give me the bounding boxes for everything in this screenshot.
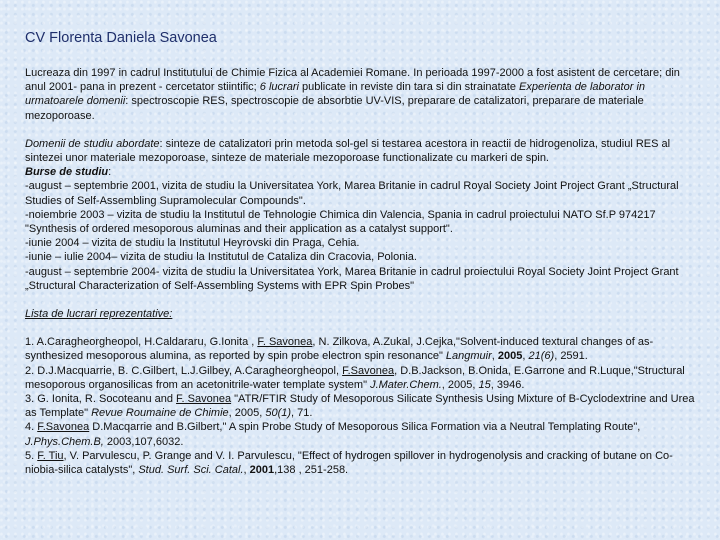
domenii-label: Domenii de studiu abordate [25, 137, 160, 150]
bursa-item: -noiembrie 2003 – vizita de studiu la Institutul de Tehnologie Chimica din Valencia, Spania in cadrul proiectului NATO Sf.P 974217 "Synthesis of ordered mesoporous aluminas and their application as a catalyst support". [25, 208, 656, 236]
journal-name: Stud. Surf. Sci. Catal. [138, 464, 244, 477]
publication-item: 4. F.Savonea D.Macqarrie and B.Gilbert," A spin Probe Study of Mesoporous Silica Formation via a Neutral Templating Route", J.Phys.Chem.B, 2003,107,6032. [25, 421, 641, 448]
lista-heading: Lista de lucrari reprezentative: [25, 308, 173, 321]
author-highlight: F. Tiu [37, 449, 64, 462]
pub-year: 2001 [249, 464, 275, 477]
bursa-item: -august – septembrie 2001, vizita de studiu la Universitatea York, Marea Britanie in cadrul Royal Society Joint Project Grant „Structural Studies of Self-Assembling Supramolecular Compounds". [25, 180, 679, 207]
journal-name: J.Phys.Chem.B, [25, 435, 104, 448]
experience-text: : spectroscopie RES, spectroscopie de absorbtie UV-VIS, preparare de catalizatori, preparare de materiale mezoporoase. [25, 95, 644, 122]
journal-name: J.Mater.Chem. [370, 378, 442, 391]
pub-volume: 15 [478, 378, 491, 391]
author-highlight: F. Savonea [257, 336, 313, 349]
publication-list [25, 335, 700, 477]
author-highlight: F.Savonea [342, 364, 395, 377]
burse-label: Burse de studiu [25, 166, 109, 179]
publication-item: 3. G. Ionita, R. Socoteanu and F. Savonea "ATR/FTIR Study of Mesoporous Silicate Synthesis Using Mixture of B-Cyclodextrine and Urea as Template" Revue Roumaine de Chimie, 2005, 50(1), 71. [25, 393, 695, 420]
publication-item: 2. D.J.Macquarrie, B. C.Gilbert, L.J.Gilbey, A.Caragheorgheopol, F.Savonea, D.B.Jackson, B.Onida, E.Garrone and R.Luque,"Structural mesoporous organosilicas from an acetonitrile-water template system" J.Mater.Chem., 2005, 15, 3946. [25, 364, 685, 391]
bursa-item: -iunie 2004 – vizita de studiu la Institutul Heyrovski din Praga, Cehia. [25, 237, 360, 250]
bursa-item: -august – septembrie 2004- vizita de studiu la Universitatea York, Marea Britanie in cadrul proiectului Royal Society Joint Project Grant „Structural Characterization of Self-Assembling Systems with EPR Spin Probes" [25, 265, 679, 292]
intro-text: Lucreaza din 1997 in cadrul Institutului de Chimie Fizica al Academiei Romane. In perioada 1997-2000 a fost asistent de cercetare; din anul 2001- pana in prezent - cercetator stiintific; [25, 67, 680, 94]
journal-name: Revue Roumaine de Chimie [91, 407, 229, 420]
intro-lucrari-count: 6 lucrari [259, 81, 299, 94]
experience-label: Experienta de laborator in urmatoarele domenii [25, 81, 646, 108]
bursa-item: -iunie – iulie 2004– vizita de studiu la Institutul de Cataliza din Cracovia, Polonia. [25, 251, 417, 264]
domenii-text: : sinteze de catalizatori prin metoda sol-gel si testarea acestora in reactii de hidrogenoliza, studiul RES al sintezei unor materiale mezoporoase, sinteze de materiale mezoporoase functionalizate cu markeri de spin. [25, 137, 671, 165]
pub-volume: 50(1) [265, 407, 292, 420]
intro-text-end: publicate in reviste din tara si din strainatate [298, 81, 516, 94]
intro-paragraph [25, 66, 700, 123]
pub-year: 2005 [497, 350, 523, 363]
publication-item: 5. F. Tiu, V. Parvulescu, P. Grange and V. I. Parvulescu, "Effect of hydrogen spillover in hydrogenolysis and cracking of butane on Co-niobia-silica catalysts", Stud. Surf. Sci. Catal., 2001,138 , 251-258. [25, 449, 673, 477]
page-title: CV Florenta Daniela Savonea [25, 30, 217, 46]
cv-page [25, 30, 700, 477]
journal-name: Langmuir [445, 350, 492, 363]
author-highlight: F. Savonea [176, 393, 232, 406]
pub-volume: 21(6) [528, 350, 555, 363]
burse-colon: : [108, 166, 112, 179]
author-highlight: F.Savonea [37, 421, 90, 434]
publication-item: 1. A.Caragheorgheopol, H.Caldararu, G.Ionita , F. Savonea, N. Zilkova, A.Zukal, J.Cejka,"Solvent-induced textural changes of as-synthesized mesoporous alumina, as reported by spin probe electron spin resonance" Langmuir, 2005, 21(6), 2591. [25, 336, 654, 363]
domenii-paragraph [25, 137, 700, 293]
